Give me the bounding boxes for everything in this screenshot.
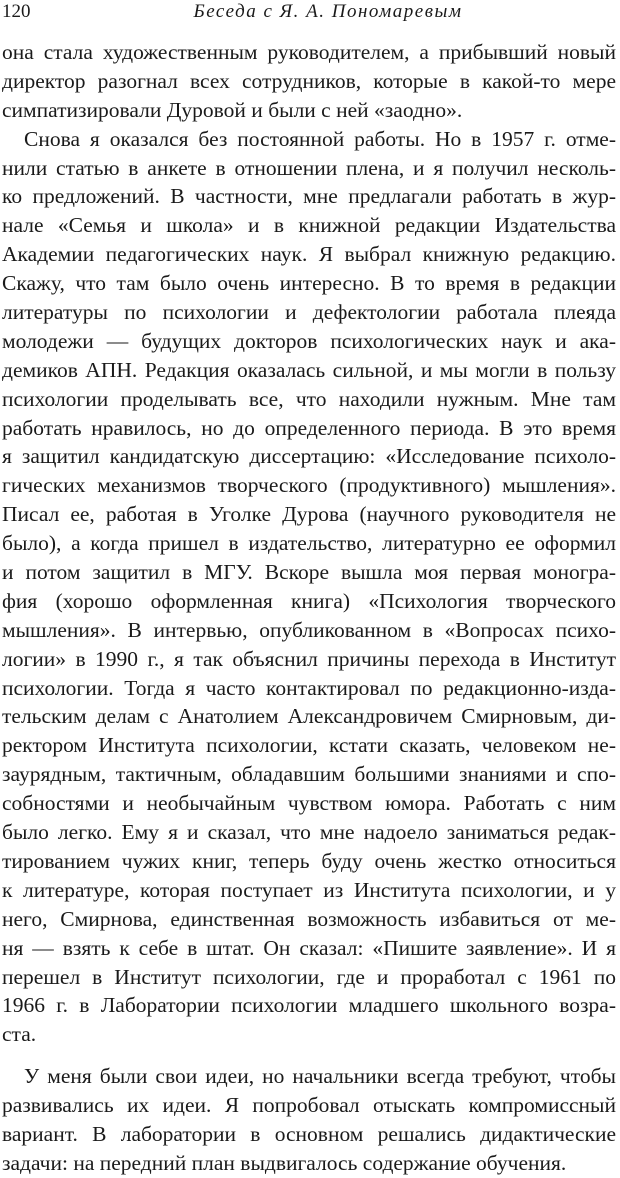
paragraph — [2, 1062, 616, 1178]
text-line: она стала художественным руководителем, а прибывший новый — [2, 40, 616, 64]
page-number: 120 — [2, 1, 31, 22]
text-line: Снова я оказался без постоянной работы. Но в 1957 г. отме- — [24, 126, 616, 151]
body-text — [2, 38, 616, 1178]
text-line: Скажу, что там было очень интересно. В то время в редакции — [2, 271, 616, 296]
text-line: ня — взять к себе в штат. Он сказал: «Пишите заявление». И я — [2, 935, 616, 960]
text-line: психологии проделывать все, что находили нужным. Мне там — [2, 386, 616, 411]
text-line: перешел в Институт психологии, где и проработал с 1961 по — [2, 964, 616, 989]
text-line: ко предложений. В частности, мне предлагали работать в жур- — [2, 184, 616, 209]
text-line: было легко. Ему я и сказал, что мне надоело заниматься редак- — [2, 820, 616, 845]
text-line: ректором Института психологии, кстати сказать, человеком не- — [2, 733, 616, 758]
paragraph — [2, 38, 616, 125]
text-line: Академии педагогических наук. Я выбрал книжную редакцию. — [2, 242, 616, 267]
text-line: собностями и необычайным чувством юмора. Работать с ним — [2, 791, 616, 816]
text-line: к литературе, которая поступает из Института психологии, и у — [2, 877, 616, 902]
text-line: нили статью в анкете в отношении плена, и я получил несколь- — [2, 155, 616, 180]
text-line: было), а когда пришел в издательство, литературно ее оформил — [2, 531, 616, 556]
text-line: фия (хорошо оформленная книга) «Психология творческого — [2, 588, 616, 613]
text-line: задачи: на передний план выдвигалось содержание обучения. — [2, 1150, 567, 1175]
text-line: гических механизмов творческого (продуктивного) мышления». — [2, 473, 616, 498]
text-line: развивались их идеи. Я попробовал отыскать компромиссный — [2, 1093, 616, 1118]
text-line: и потом защитил в МГУ. Вскоре вышла моя первая моногра- — [2, 560, 616, 585]
text-line: я защитил кандидатскую диссертацию: «Исследование психоло- — [2, 444, 616, 469]
text-line: психологии. Тогда я часто контактировал по редакционно-изда- — [2, 675, 616, 700]
text-line: логии» в 1990 г., я так объяснил причины перехода в Институт — [2, 646, 616, 671]
text-line: У меня были свои идеи, но начальники всегда требуют, чтобы — [24, 1064, 616, 1089]
text-line: литературы по психологии и дефектологии работала плеяда — [2, 300, 616, 325]
text-line: тированием чужих книг, теперь буду очень жестко относиться — [2, 848, 616, 873]
text-line: Писал ее, работая в Уголке Дурова (научного руководителя не — [2, 502, 616, 527]
text-line: молодежи — будущих докторов психологических наук и ака- — [2, 328, 616, 353]
text-line: заурядным, тактичным, обладавшим большими знаниями и спо- — [2, 762, 616, 787]
running-head — [0, 0, 620, 24]
text-line: симпатизировали Дуровой и были с ней «заодно». — [2, 97, 463, 122]
running-title: Беседа с Я. А. Пономаревым — [193, 1, 463, 22]
text-line: директор разогнал всех сотрудников, которые в какой-то мере — [2, 68, 616, 93]
text-line: него, Смирнова, единственная возможность избавиться от ме- — [2, 906, 616, 931]
text-line: работать нравилось, но до определенного периода. В это время — [2, 415, 616, 440]
text-line: мышления». В интервью, опубликованном в «Вопросах психо- — [2, 617, 616, 642]
paragraph-gap — [2, 1049, 616, 1062]
text-line: вариант. В лаборатории в основном решались дидактические — [2, 1121, 616, 1146]
paragraph — [2, 125, 616, 1050]
text-line: ста. — [2, 1022, 37, 1047]
text-line: нале «Семья и школа» и в книжной редакции Издательства — [2, 213, 616, 238]
text-line: демиков АПН. Редакция оказалась сильной, и мы могли в пользу — [2, 357, 616, 382]
text-line: тельским делам с Анатолием Александровичем Смирновым, ди- — [2, 704, 616, 729]
text-line: 1966 г. в Лаборатории психологии младшего школьного возра- — [2, 993, 616, 1018]
